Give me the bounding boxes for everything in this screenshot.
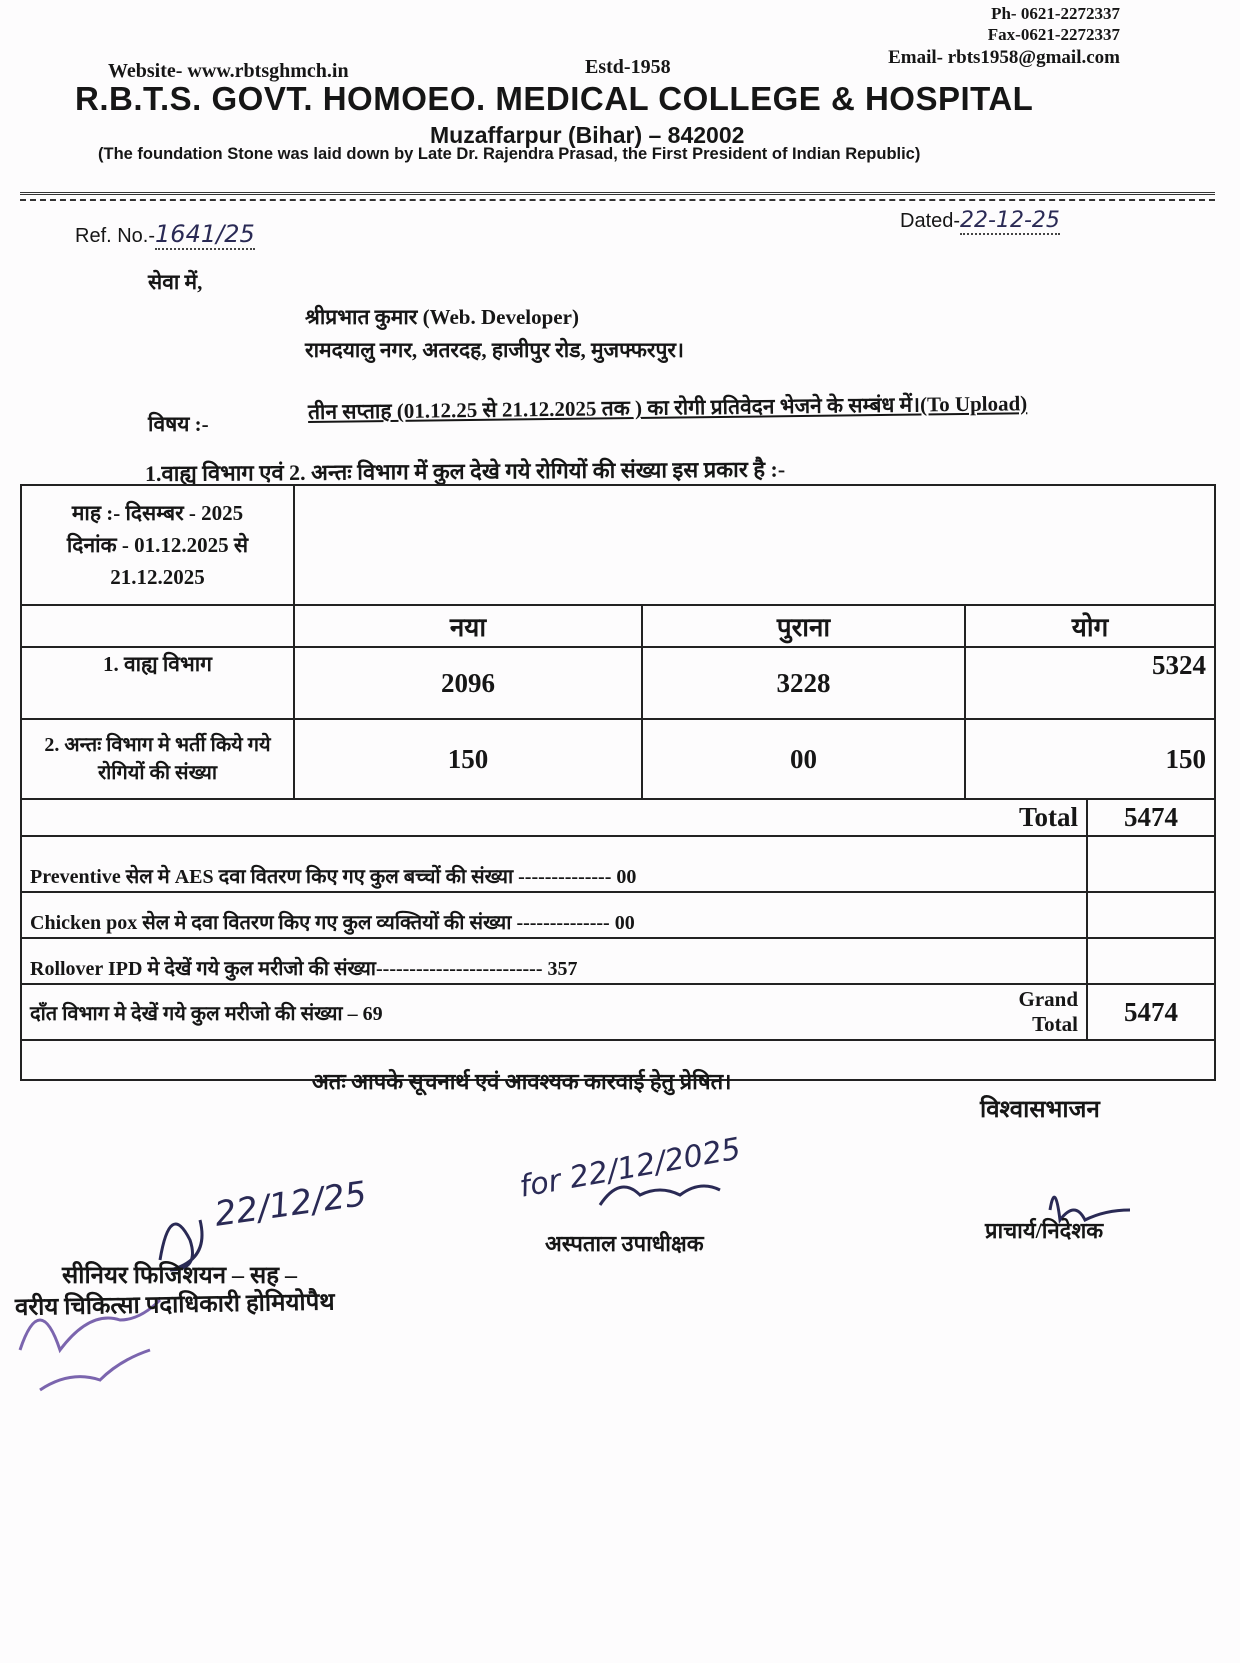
period-cell: माह :- दिसम्बर - 2025 दिनांक - 01.12.2025 से 21.12.2025 [21, 485, 294, 605]
dated-label: Dated- [900, 210, 961, 232]
grand-total-label: Grand Total [965, 984, 1087, 1040]
note-dental: दाँत विभाग मे देखें गये कुल मरीजो की संख्या – 69 [21, 984, 965, 1040]
row-label: 1. वाह्य विभाग [21, 647, 294, 719]
physician-title: सीनियर फिजिशयन – सह – [62, 1263, 297, 1289]
note-chicken-pox: Chicken pox सेल मे दवा वितरण किए गए कुल व्यक्तियों की संख्या -------------- 00 [21, 892, 1087, 938]
dated-value: 22-12-25 [960, 208, 1060, 233]
physician-signature-date: 22/12/25 [212, 1173, 370, 1235]
table-intro: 1.वाह्य विभाग एवं 2. अन्तः विभाग में कुल देखे गये रोगियों की संख्या इस प्रकार है :- [144, 456, 786, 486]
col-header-new: नया [294, 605, 642, 647]
yours-faithfully: विश्वासभाजन [980, 1097, 1100, 1123]
blank-header-cell [294, 485, 1215, 605]
established: Estd-1958 [585, 56, 671, 78]
cell-new: 2096 [294, 647, 642, 719]
cell-new: 150 [294, 719, 642, 799]
signature-superintendent [600, 1186, 720, 1205]
cell-total: 150 [965, 719, 1215, 799]
col-header-old: पुराना [642, 605, 965, 647]
phone: Ph- 0621-2272337 [991, 4, 1120, 23]
subject: तीन सप्ताह (01.12.25 से 21.12.2025 तक ) का रोगी प्रतिवेदन भेजने के सम्बंध में।(To Upload) [307, 391, 1028, 424]
ref-label: Ref. No.- [75, 225, 156, 247]
principal-title: प्राचार्य/निदेशक [985, 1218, 1104, 1243]
institution-name: R.B.T.S. GOVT. HOMOEO. MEDICAL COLLEGE & HOSPITAL [75, 80, 1034, 117]
grand-total-value: 5474 [1087, 984, 1215, 1040]
cell-old: 00 [642, 719, 965, 799]
email: Email- rbts1958@gmail.com [888, 47, 1120, 68]
row-label: 2. अन्तः विभाग मे भर्ती किये गये रोगियों की संख्या [21, 719, 294, 799]
physician-designation: वरीय चिकित्सा पदाधिकारी होमियोपैथ [14, 1289, 335, 1321]
addressee-name: श्रीप्रभात कुमार (Web. Developer) [305, 305, 579, 329]
cell-old: 3228 [642, 647, 965, 719]
forwarding-note: अतः आपके सूचनार्थ एवं आवश्यक कारवाई हेतु प्रेषित। [312, 1069, 732, 1094]
fax: Fax-0621-2272337 [987, 25, 1120, 44]
total-value: 5474 [1087, 799, 1215, 836]
subject-label: विषय :- [148, 412, 209, 436]
superintendent-title: अस्पताल उपाधीक्षक [545, 1231, 704, 1256]
addressee-address: रामदयालु नगर, अतरदह, हाजीपुर रोड, मुजफ्फरपुर। [305, 338, 684, 362]
note-aes: Preventive सेल मे AES दवा वितरण किए गए कुल बच्चों की संख्या -------------- 00 [21, 836, 1087, 892]
col-header-total: योग [965, 605, 1215, 647]
patient-count-table [20, 484, 1216, 1081]
foundation-note: (The foundation Stone was laid down by Late Dr. Rajendra Prasad, the First President of Indian Republic) [98, 145, 921, 163]
total-label: Total [965, 799, 1087, 836]
institution-address: Muzaffarpur (Bihar) – 842002 [430, 122, 745, 148]
superintendent-signature-text: for 22/12/2025 [516, 1131, 744, 1205]
salutation: सेवा में, [148, 270, 203, 294]
cell-total: 5324 [965, 647, 1215, 719]
table-row [21, 647, 1215, 719]
ref-number: 1641/25 [155, 220, 255, 248]
header-divider [20, 192, 1215, 201]
website: Website- www.rbtsghmch.in [108, 60, 349, 82]
note-rollover-ipd: Rollover IPD मे देखें गये कुल मरीजो की संख्या------------------------- 357 [21, 938, 1087, 984]
table-row [21, 719, 1215, 799]
